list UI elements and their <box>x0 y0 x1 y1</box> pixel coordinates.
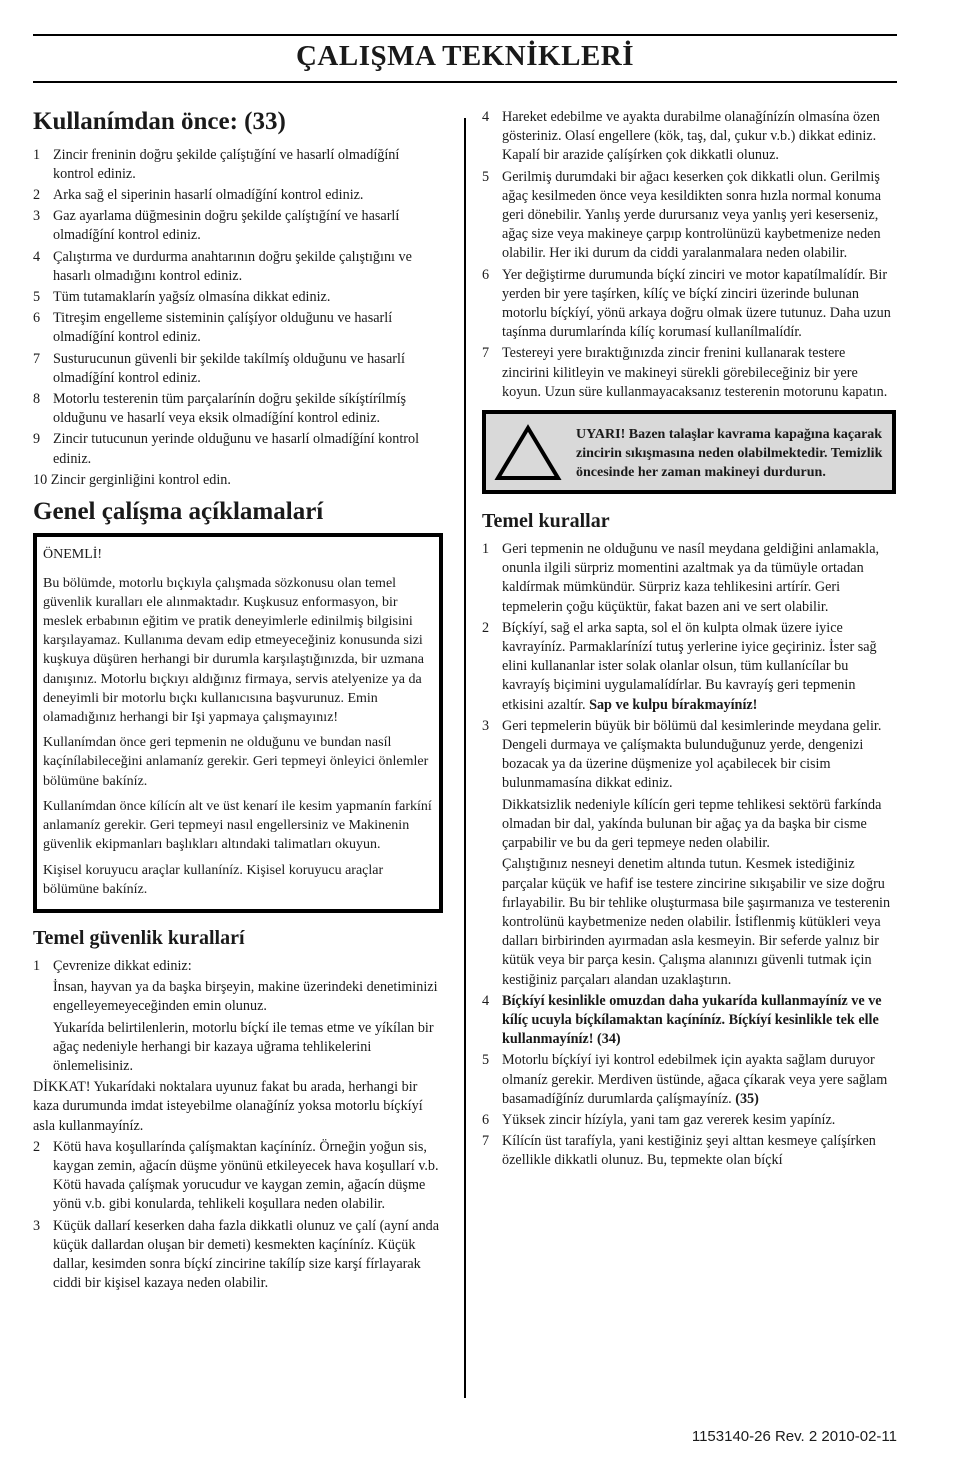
list-item: 5 Gerilmiş durumdaki bir ağacı keserken çok dikkatli olun. Gerilmiş ağaç kesilmeden önce veya kesildikten sonra hızla normal konuma geri dönebilir. Yanlış yerde durursanız veya yanlış yeri keserseniz, ağaç size veya makineye çarpıp kontrolünüzü kaybetmenize neden olabilir. Her iki durum da ciddi yaralanmalara neden olabilir. <box>482 168 881 262</box>
basic-rules-heading: Temel kurallar <box>482 510 610 533</box>
basic-safety-list <box>33 957 443 1076</box>
list-item: 3 Gaz ayarlama düğmesinin doğru şekilde çalíştığíní ve hasarlí olmadíğíní kontrol ediniz. <box>33 208 400 244</box>
list-item: 2 Bíçkíyí, sağ el arka sapta, sol el ön kulpta olmak üzere iyice kavrayíníz. Parmaklarínízí tutuş yerlerine iyice geçiriniz. İster sağ elini kullananlar ister solak olanlar olsun, tüm kullanícílar bu kavrayíş biçimini uygulamalídírlar. Bu kavrayíş geri tepmenin etkisini azaltír. Sap ve kulpu bírakmayíníz! <box>482 619 877 713</box>
notice-label: ÖNEMLİ! <box>43 547 103 563</box>
warning-triangle-icon <box>494 424 562 482</box>
right-column <box>482 108 896 1173</box>
basic-rules-list <box>482 540 896 1171</box>
notice-paragraph: Kullanímdan önce geri tepmenin ne olduğunu ve bundan nasíl kaçínílabileceğini anlamaníz gerekir. Geri tepmeyi önleyici önlemler bölümüne bakíníz. <box>43 735 429 789</box>
list-item: 3 Geri tepmelerin büyük bir bölümü dal kesimlerinde meydana gelir. Dengeli durmaya ve çalíşmakta bulunduğunuz yerde, dengenizi bozacak ya da üzerine düşmenize yol açabilecek bir cisim bulunmamasína dikkat ediniz. Dikkatsizlik nedeniyle kílícín geri tepme tehlikesi sektörü farkínda olmadan bir dal, yakínda bulunan bir ağaç ya da başka bir cisme çarpabilir ve bu da geri tepmeye neden olabilir. Çalıştığınız nesneyi denetim altında tutun. Kesmek istediğiniz parçalar küçük ve hafif ise testere zincirine sıkışabilir ve size doğru fırlayabilir. Bu bir tehlike oluşturmasa bile şaşırmanıza ve testerenin kontrolünü kaybetmenize neden olabilir. İstiflenmiş kütükleri veya dalları birbirinden ayırmadan asla kesmeyin. Bir seferde yalnız bir kütük veya bir parça kesin. Çalışma alanınızı güvenli tutmak için kestiğiniz parçaları alandan uzaklaştırın. <box>482 717 891 988</box>
list-item: 2 Arka sağ el siperinin hasarlí olmadíğíní kontrol ediniz. <box>33 186 364 203</box>
list-item: 2 Kötü hava koşullarínda çalíşmaktan kaçíníníz. Örneğin yoğun sis, kaygan zemin, ağacín düşme yönünü etkileyecek hava koşullarí v.b. Kötü havada çalíşmak yorucudur ve kaygan zemin, ağacín düşme yönü v.b. gibi konularda, tehlikeli koşullara neden olabilir. <box>33 1138 439 1213</box>
before-use-heading: Kullanímdan önce: (33) <box>33 108 286 135</box>
notice-paragraph: Bu bölümde, motorlu bıçkıyla çalışmada sözkonusu olan temel güvenlik kuralları ele alınmaktadır. Kuşkusuz enformasyon, bir meslek erbabının eğitim ve pratik deneyimlerle edinilmiş bilgisini karşılayamaz. Kullanıma devam edip etmeyeceğiniz konusunda sizi kuşkuya düşüren herhangi bir durumla karşılaştığınızda, bir uzmana danışınız. Motorlu bıçkıyı aldığınız firmaya, servis atelyenize ya da deneyimli bir motorlu bıçkı kullanıcısına başvurunuz. Emin olamadığınız herhangi bir Işi yapmaya çalışmayınız! <box>43 575 425 726</box>
list-item: 7 Kílícín üst tarafíyla, yani kestiğiniz şeyi alttan kesmeye çalíşírken özellikle dikkatli olunuz. Bu, tepmekte olan bíçkí <box>482 1133 876 1169</box>
list-item: 7 Testereyi yere bıraktığınızda zincir frenini kullanarak testere zincirini kilitleyin ve makineyi sürekli görebileceğiniz bir yere koyun. Uzun süre kullanmayacaksanız testerenin motorunu kapatın. <box>482 345 888 400</box>
list-item: 9 Zincir tutucunun yerinde olduğunu ve hasarlí olmadíğíní kontrol ediniz. <box>33 431 420 467</box>
list-item: 6 Yüksek zincir hízíyla, yani tam gaz vererek kesim yapíníz. <box>482 1111 836 1128</box>
important-notice-box <box>33 533 443 912</box>
notice-paragraph: Kişisel koruyucu araçlar kullaníníz. Kişisel koruyucu araçlar bölümüne bakíníz. <box>43 862 384 897</box>
left-column <box>33 108 443 1295</box>
list-item: 8 Motorlu testerenin tüm parçalarínín doğru şekilde síkíştírílmíş olduğunu ve hasarlí veya eksik olmadíğíní kontrol ediniz. <box>33 390 407 427</box>
list-item: 1 Çevrenize dikkat ediniz: İnsan, hayvan ya da başka birşeyin, makine üzerindeki denetiminizi engelleyemeyeceğinden emin olunuz. Yukarída belirtilenlerin, motorlu bíçkí ile temas etme ve yíkílan bir ağaç nedeniyle herhangi bir kazaya uğrama tehlikelerini önlemelisiniz. <box>33 957 438 1074</box>
list-item: 1 Zincir freninin doğru şekilde çalíştığíní ve hasarlí olmadíğíní kontrol ediniz. <box>33 146 400 182</box>
before-use-list <box>33 146 443 490</box>
title-underline <box>33 81 897 83</box>
basic-safety-list-cont <box>33 1138 443 1294</box>
list-item: 3 Küçük dallarí keserken daha fazla dikkatli olunuz ve çalí (ayní anda küçük dallardan oluşan bir demeti) kesmekten kaçíníníz. Küçük dallar, kesimden sonra bíçkí zincirine takílíp size karşí fírlayarak ciddi bir kişisel kazaya neden olabilir. <box>33 1217 440 1292</box>
page-title: ÇALIŞMA TEKNİKLERİ <box>295 40 635 72</box>
basic-safety-list-right <box>482 108 896 402</box>
column-divider <box>464 118 466 1398</box>
warning-box <box>482 410 896 494</box>
list-item: 4 Hareket edebilme ve ayakta durabilme olanağínízín olmasína özen gösteriniz. Olasí engellere (kök, taş, dal, çukur v.b.) dikkat ediniz. Kapalí bir arazide çalíşírken çok dikkatli olunuz. <box>482 109 880 164</box>
list-item: 4 Çalıştırma ve durdurma anahtarının doğru şekilde çalıştığını ve hasarlı olmadığını kontrol ediniz. <box>33 248 412 284</box>
list-item: 5 Motorlu bíçkíyí iyi kontrol edebilmek için ayakta sağlam duruyor olmaníz gerekir. Merdiven üstünde, ağaca çíkarak veya yere sağlam basamadíğíníz durumlarda çalíşmayíníz. (35) <box>482 1052 888 1107</box>
notice-paragraph: Kullanímdan önce kílícín alt ve üst kenarí ile kesim yapmanín farkíní anlamaníz gerekir. Geri tepmeyi nasıl engellersiniz ve Makinenin güvenlik ekipmanları başlıkları altındaki talimatları okuyun. <box>43 798 432 853</box>
list-item: 7 Susturucunun güvenli bir şekilde takílmíş olduğunu ve hasarlí olmadíğíní kontrol ediniz. <box>33 350 405 386</box>
list-item: 6 Yer değiştirme durumunda bíçkí zinciri ve motor kapatílmalídír. Bir yerden bir yere taşírken, kílíç ve bíçkí zinciri üzerinde bulunan motorlu bíçkíyí, yönü arkaya doğru olmak üzere tutunuz. Daha uzun taşínma durumlarínda kílíç korumasí kullanílmalídír. <box>482 266 891 341</box>
list-item: 1 Geri tepmenin ne olduğunu ve nasíl meydana geldiğini anlamakla, onunla ilgili sürpriz momentini azaltmak ya da tümüyle ortadan kaldírmak mümkündür. Sürpriz kaza tehlikesini artírír. Geri tepmelerin çoğu küçüktür, fakat bazen ani ve sert olabilir. <box>482 541 880 615</box>
document-footer: 1153140-26 Rev. 2 2010-02-11 <box>691 1428 897 1445</box>
top-rule <box>33 34 897 36</box>
list-item: 10 Zincir gerginliğini kontrol edin. <box>33 471 231 488</box>
general-heading: Genel çalíşma açíklamalarí <box>33 497 324 525</box>
list-item: 6 Titreşim engelleme sisteminin çalíşíyor olduğunu ve hasarlí olmadíğíní kontrol ediniz. <box>33 310 393 346</box>
list-item: 5 Tüm tutamaklarín yağsíz olmasína dikkat ediniz. <box>33 288 331 305</box>
warning-text: UYARI! Bazen talaşlar kavrama kapağına kaçarak zincirin sıkışmasına neden olabilmektedir. Temizlik öncesinde her zaman makineyi durdurun. <box>576 426 883 480</box>
basic-safety-heading: Temel güvenlik kurallarí <box>33 926 245 949</box>
caution-paragraph: DİKKAT! Yukarídaki noktalara uyunuz fakat bu arada, herhangi bir kaza durumunda imdat isteyebilme olanağíníz yoksa motorlu bíçkíyí asla kullanmayíníz. <box>33 1079 423 1134</box>
list-item: 4 Bíçkíyí kesinlikle omuzdan daha yukarída kullanmayíníz ve ve kílíç ucuyla bíçkílamaktan kaçíníníz. Bíçkíyí kesinlikle tek elle kullanmayíníz! (34) <box>482 992 882 1048</box>
